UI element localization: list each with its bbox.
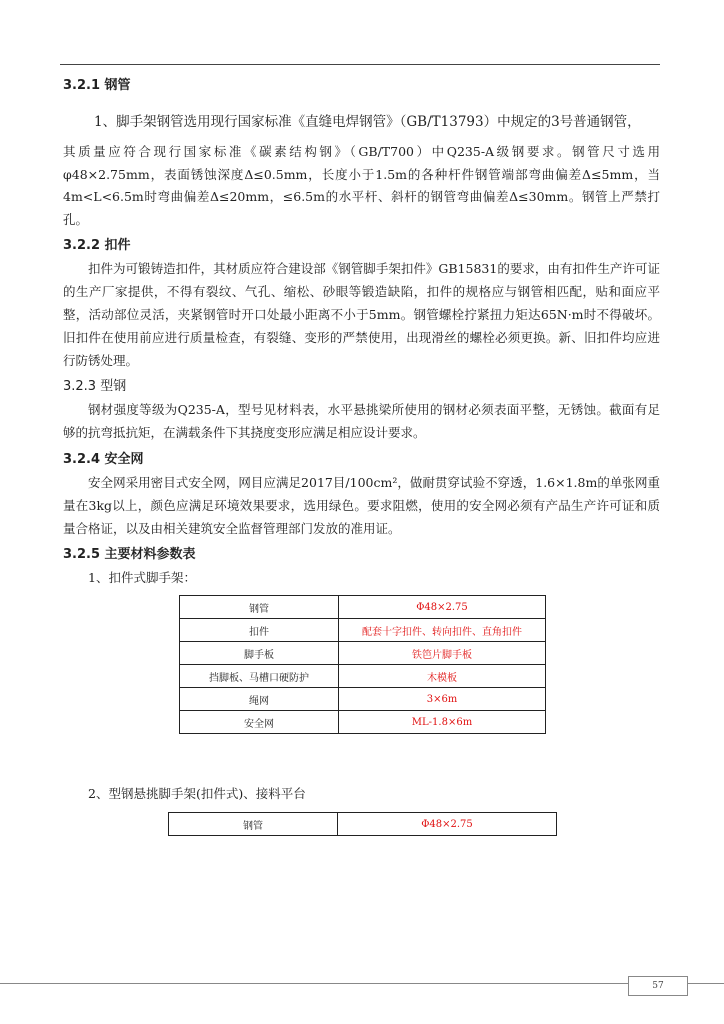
material-spec-cell: 木模板 [339, 665, 546, 688]
page-number: 57 [628, 976, 688, 996]
materials-table-1 [179, 595, 546, 734]
material-name-cell: 绳网 [180, 688, 339, 711]
list-label-1: 1、扣件式脚手架： [88, 570, 196, 585]
table-row [180, 642, 546, 665]
safety-net-paragraph: 安全网采用密目式安全网，网目应满足2017目/100cm²，做耐贯穿试验不穿透，1.6×1.8m的单张网重量在3kg以上，颜色应满足环境效果要求，选用绿色。要求阻燃，使用的安全网必须有产品生产许可证和质量合格证，以及由相关建筑安全监督管理部门发放的准用证。 [63, 475, 660, 536]
heading-3-2-1: 3.2.1 钢管 [63, 78, 131, 93]
material-name-cell: 挡脚板、马槽口硬防护 [180, 665, 339, 688]
table-row [180, 665, 546, 688]
material-name-cell: 安全网 [180, 711, 339, 734]
material-name-cell: 脚手板 [180, 642, 339, 665]
material-spec-cell: Φ48×2.75 [338, 813, 557, 836]
table-row [180, 711, 546, 734]
material-spec-cell: ML-1.8×6m [339, 711, 546, 734]
heading-3-2-5: 3.2.5 主要材料参数表 [63, 547, 196, 562]
footer-rule [0, 983, 724, 984]
material-name-cell: 钢管 [180, 596, 339, 619]
steel-pipe-paragraph: 其质量应符合现行国家标准《碳素结构钢》（GB/T700）中Q235-A级钢要求。钢管尺寸选用φ48×2.75mm，表面锈蚀深度Δ≤0.5mm，长度小于1.5m的各种杆件钢管端部弯曲偏差Δ≤5mm，当4m<L<6.5m时弯曲偏差Δ≤20mm，≤6.5m的水平杆、斜杆的钢管弯曲偏差Δ≤30mm。钢管上严禁打孔。 [63, 144, 660, 227]
table-row [180, 596, 546, 619]
heading-3-2-2: 3.2.2 扣件 [63, 238, 131, 253]
material-spec-cell: 铁笆片脚手板 [339, 642, 546, 665]
heading-3-2-3: 3.2.3 型钢 [63, 379, 127, 394]
material-spec-cell: Φ48×2.75 [339, 596, 546, 619]
list-label-2: 2、型钢悬挑脚手架(扣件式)、接料平台 [88, 786, 306, 801]
section-steel-paragraph: 钢材强度等级为Q235-A，型号见材料表，水平悬挑梁所使用的钢材必须表面平整，无锈蚀。截面有足够的抗弯抵抗矩，在满载条件下其挠度变形应满足相应设计要求。 [63, 402, 660, 440]
header-rule [60, 64, 660, 65]
material-name-cell: 钢管 [169, 813, 338, 836]
table-row [180, 619, 546, 642]
heading-3-2-4: 3.2.4 安全网 [63, 452, 144, 467]
table-row [169, 813, 557, 836]
document-body [63, 70, 660, 836]
steel-pipe-item-1: 1、脚手架钢管选用现行国家标准《直缝电焊钢管》（GB/T13793）中规定的3号普通钢管， [94, 114, 641, 130]
material-spec-cell: 3×6m [339, 688, 546, 711]
material-name-cell: 扣件 [180, 619, 339, 642]
material-spec-cell: 配套十字扣件、转向扣件、直角扣件 [339, 619, 546, 642]
table-row [180, 688, 546, 711]
materials-table-2 [168, 812, 557, 836]
fastener-paragraph: 扣件为可锻铸造扣件，其材质应符合建设部《钢管脚手架扣件》GB15831的要求，由有扣件生产许可证的生产厂家提供，不得有裂纹、气孔、缩松、砂眼等锻造缺陷，扣件的规格应与钢管相匹配，贴和面应平整，活动部位灵活，夹紧钢管时开口处最小距离不小于5mm。钢管螺栓拧紧扭力矩达65N·m时不得破坏。旧扣件在使用前应进行质量检查，有裂缝、变形的严禁使用，出现滑丝的螺栓必须更换。新、旧扣件均应进行防锈处理。 [63, 261, 660, 368]
